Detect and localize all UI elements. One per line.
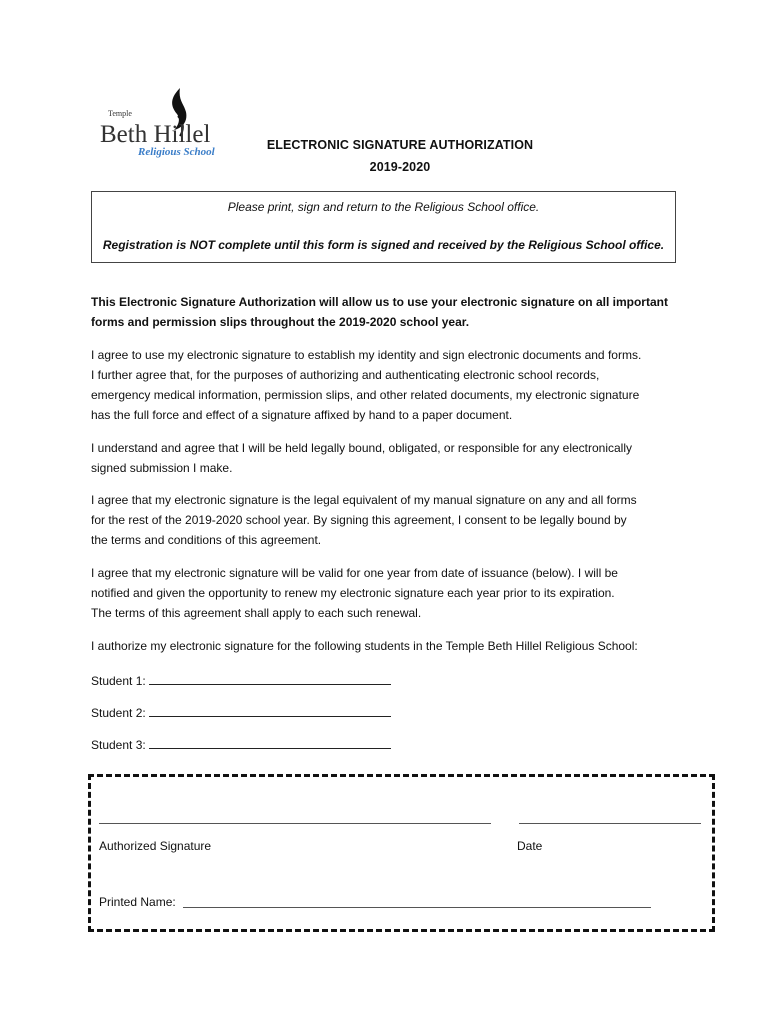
text-line: the terms and conditions of this agreement. [91,533,322,547]
student-3-field[interactable] [91,736,391,752]
student-1-field[interactable] [91,672,391,688]
text-line: The terms of this agreement shall apply to each such renewal. [91,606,422,620]
logo-small-text: Temple [108,109,132,118]
text-line: forms and permission slips throughout the 2019-2020 school year. [91,315,470,329]
text-line: I authorize my electronic signature for the following students in the Temple Beth Hillel Religious School: [91,639,638,653]
text-line: has the full force and effect of a signature affixed by hand to a paper document. [91,408,513,422]
text-line: notified and given the opportunity to renew my electronic signature each year prior to its expiration. [91,586,615,600]
text-line: This Electronic Signature Authorization will allow us to use your electronic signature on all important [91,295,668,309]
text-line: I agree that my electronic signature is the legal equivalent of my manual signature on any and all forms [91,493,637,507]
logo-main-text: Beth Hillel [100,121,211,148]
date-label: Date [517,839,543,853]
student-3-line[interactable] [149,736,391,749]
school-logo [98,86,248,162]
student-3-label: Student 3: [91,738,146,752]
text-line: I agree that my electronic signature will be valid for one year from date of issuance (below). I will be [91,566,618,580]
printed-name-label: Printed Name: [99,895,176,909]
student-2-label: Student 2: [91,706,146,720]
signature-line[interactable] [99,823,491,824]
agreement-paragraph-1 [91,345,691,425]
intro-paragraph [91,292,691,332]
agreement-paragraph-2 [91,438,691,478]
agreement-paragraph-4 [91,563,691,623]
agreement-paragraph-3 [91,490,691,550]
notice-warning: Registration is NOT complete until this form is signed and received by the Religious School office. [102,238,665,252]
text-line: I agree to use my electronic signature to establish my identity and sign electronic documents and forms. [91,348,642,362]
signature-box [88,774,715,932]
text-line: I further agree that, for the purposes of authorizing and authenticating electronic school records, [91,368,600,382]
authorization-paragraph [91,636,691,656]
student-1-label: Student 1: [91,674,146,688]
student-1-line[interactable] [149,672,391,685]
notice-instruction: Please print, sign and return to the Religious School office. [227,200,540,214]
notice-box [91,191,676,263]
text-line: for the rest of the 2019-2020 school year. By signing this agreement, I consent to be legally bound by [91,513,627,527]
logo-sub-text: Religious School [138,146,215,158]
flame-logo-icon [98,86,248,162]
text-line: signed submission I make. [91,461,233,475]
printed-name-line[interactable] [183,907,651,908]
text-line: emergency medical information, permission slips, and other related documents, my electronic signature [91,388,640,402]
date-line[interactable] [519,823,701,824]
authorized-signature-label: Authorized Signature [99,839,212,853]
document-title: ELECTRONIC SIGNATURE AUTHORIZATION [266,138,534,152]
student-2-line[interactable] [149,704,391,717]
student-2-field[interactable] [91,704,391,720]
text-line: I understand and agree that I will be held legally bound, obligated, or responsible for any electronically [91,441,633,455]
document-year: 2019-2020 [369,160,431,174]
